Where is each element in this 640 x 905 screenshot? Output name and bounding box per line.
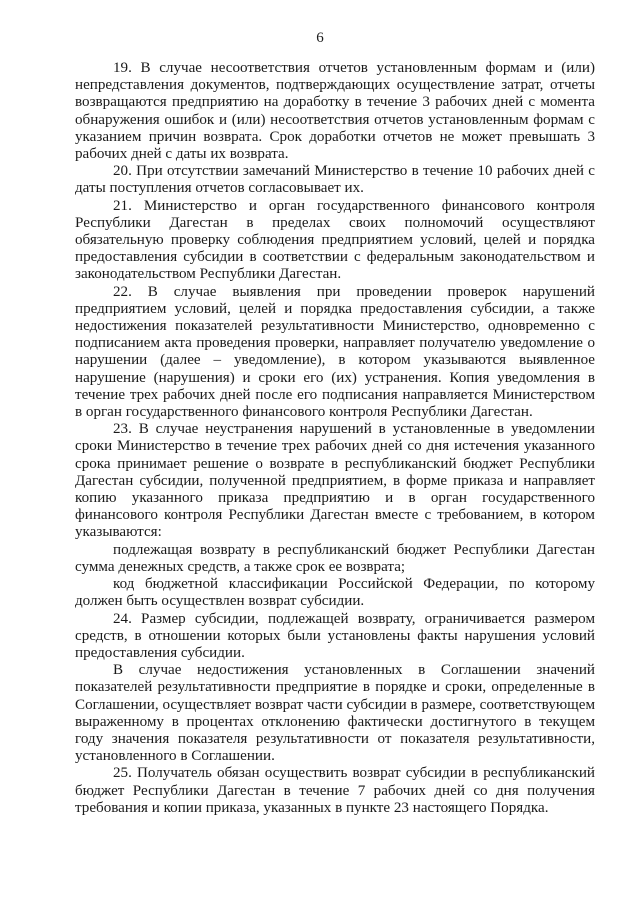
paragraph-21: 21. Министерство и орган государственного финансового контроля Республики Дагестан в пределах своих полномочий осуществляют обязательную проверку соблюдения предприятием условий, целей и порядка предоставления субсидии в соответствии с федеральным законодательством и законодательством Республики Дагестан. (75, 197, 595, 283)
paragraph-23-item-amount: подлежащая возврату в республиканский бюджет Республики Дагестан сумма денежных средств, а также срок ее возврата; (75, 541, 595, 575)
paragraph-24-continuation: В случае недостижения установленных в Соглашении значений показателей результативности предприятие в порядке и сроки, определенные в Соглашении, осуществляет возврат части субсидии в размере, соответствующем выраженному в процентах отклонению фактически достигнутого в текущем году значения показателя результативности от показателя результативности, установленного в Соглашении. (75, 662, 595, 765)
paragraph-20: 20. При отсутствии замечаний Министерство в течение 10 рабочих дней с даты поступления отчетов согласовывает их. (75, 163, 595, 197)
paragraph-25: 25. Получатель обязан осуществить возврат субсидии в республиканский бюджет Республики Дагестан в течение 7 рабочих дней со дня получения требования и копии приказа, указанных в пункте 23 настоящего Порядка. (75, 765, 595, 816)
paragraph-19: 19. В случае несоответствия отчетов установленным формам и (или) непредставления документов, подтверждающих осуществление затрат, отчеты возвращаются предприятию на доработку в течение 3 рабочих дней с момента обнаружения ошибок и (или) несоответствия отчетов установленным формам с указанием причин возврата. Срок доработки отчетов не может превышать 3 рабочих дней с даты их возврата. (75, 60, 595, 163)
document-body (75, 60, 595, 817)
page-number: 6 (316, 30, 324, 46)
paragraph-23-item-budget-code: код бюджетной классификации Российской Федерации, по которому должен быть осуществлен возврат субсидии. (75, 576, 595, 610)
paragraph-24: 24. Размер субсидии, подлежащей возврату, ограничивается размером средств, в отношении которых были установлены факты нарушения условий предоставления субсидии. (75, 610, 595, 661)
paragraph-22: 22. В случае выявления при проведении проверок нарушений предприятием условий, целей и порядка предоставления субсидии, а также недостижения показателей результативности Министерство, одновременно с подписанием акта проведения проверки, направляет получателю уведомление о нарушении (далее – уведомление), в котором указываются выявленное нарушение (нарушения) и сроки его (их) устранения. Копия уведомления в течение трех рабочих дней после его подписания направляется Министерством в орган государственного финансового контроля Республики Дагестан. (75, 283, 595, 421)
paragraph-23: 23. В случае неустранения нарушений в установленные в уведомлении сроки Министерство в течение трех рабочих дней со дня истечения указанного срока принимает решение о возврате в республиканский бюджет Республики Дагестан субсидии, полученной предприятием, в форме приказа и направляет копию указанного приказа предприятию и в орган государственного финансового контроля Республики Дагестан вместе с требованием, в котором указываются: (75, 421, 595, 541)
